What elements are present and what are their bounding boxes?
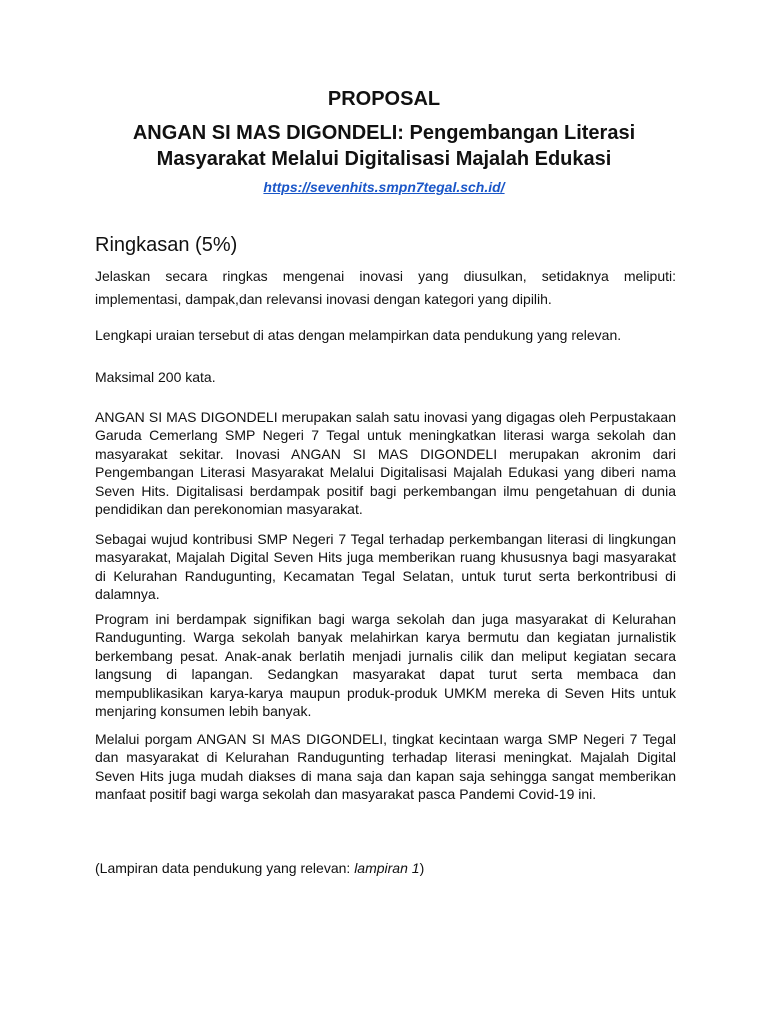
- body-paragraph: Sebagai wujud kontribusi SMP Negeri 7 Tegal terhadap perkembangan literasi di lingkungan masyarakat, Majalah Digital Seven Hits juga memberikan ruang khususnya bagi masyarakat di Kelurahan Randugunting, Kecamatan Tegal Selatan, untuk turut serta berkontribusi di dalamnya.: [95, 531, 676, 603]
- attachment-note: [95, 859, 424, 877]
- section-heading: Ringkasan (5%): [95, 234, 238, 256]
- instruction-paragraph: Lengkapi uraian tersebut di atas dengan melampirkan data pendukung yang relevan.: [95, 327, 622, 343]
- attachment-prefix: (Lampiran data pendukung yang relevan:: [95, 860, 355, 876]
- subtitle-line-1: ANGAN SI MAS DIGONDELI: Pengembangan Literasi: [132, 122, 636, 144]
- instruction-paragraph: Jelaskan secara ringkas mengenai inovasi yang diusulkan, setidaknya meliputi: implementasi, dampak,dan relevansi inovasi dengan kategori yang dipilih.: [95, 268, 676, 307]
- body-paragraph: ANGAN SI MAS DIGONDELI merupakan salah satu inovasi yang digagas oleh Perpustakaan Garuda Cemerlang SMP Negeri 7 Tegal untuk meningkatkan literasi warga sekolah dan masyarakat sekitar. Inovasi ANGAN SI MAS DIGONDELI merupakan akronim dari Pengembangan Literasi Masyarakat Melalui Digitalisasi Majalah Edukasi yang diberi nama Seven Hits. Digitalisasi berdampak positif bagi perkembangan ilmu pengetahuan di dunia pendidikan dan perekonomian masyarakat.: [95, 409, 676, 518]
- attachment-reference: lampiran 1: [354, 860, 420, 876]
- attachment-suffix: ): [419, 860, 425, 876]
- website-link[interactable]: https://sevenhits.smpn7tegal.sch.id/: [263, 179, 505, 195]
- body-paragraph: Melalui porgam ANGAN SI MAS DIGONDELI, tingkat kecintaan warga SMP Negeri 7 Tegal dan masyarakat di Kelurahan Randugunting terhadap literasi meningkat. Majalah Digital Seven Hits juga mudah diakses di mana saja dan kapan saja sehingga sangat memberikan manfaat positif bagi warga sekolah dan masyarakat pasca Pandemi Covid-19 ini.: [95, 731, 676, 803]
- document-title: PROPOSAL: [327, 88, 441, 110]
- body-paragraph: Program ini berdampak signifikan bagi warga sekolah dan juga masyarakat di Kelurahan Randugunting. Warga sekolah banyak melahirkan karya bermutu dan kegiatan jurnalistik berkembang pesat. Anak-anak berlatih menjadi jurnalis cilik dan meliput kegiatan secara langsung di lapangan. Sedangkan masyarakat dapat turut serta membaca dan mempublikasikan karya-karya maupun produk-produk UMKM mereka di Seven Hits untuk menjaring konsumen lebih banyak.: [95, 611, 676, 720]
- word-limit-note: Maksimal 200 kata.: [95, 369, 216, 385]
- subtitle-line-2: Masyarakat Melalui Digitalisasi Majalah Edukasi: [156, 148, 612, 170]
- document-subtitle: [0, 120, 768, 172]
